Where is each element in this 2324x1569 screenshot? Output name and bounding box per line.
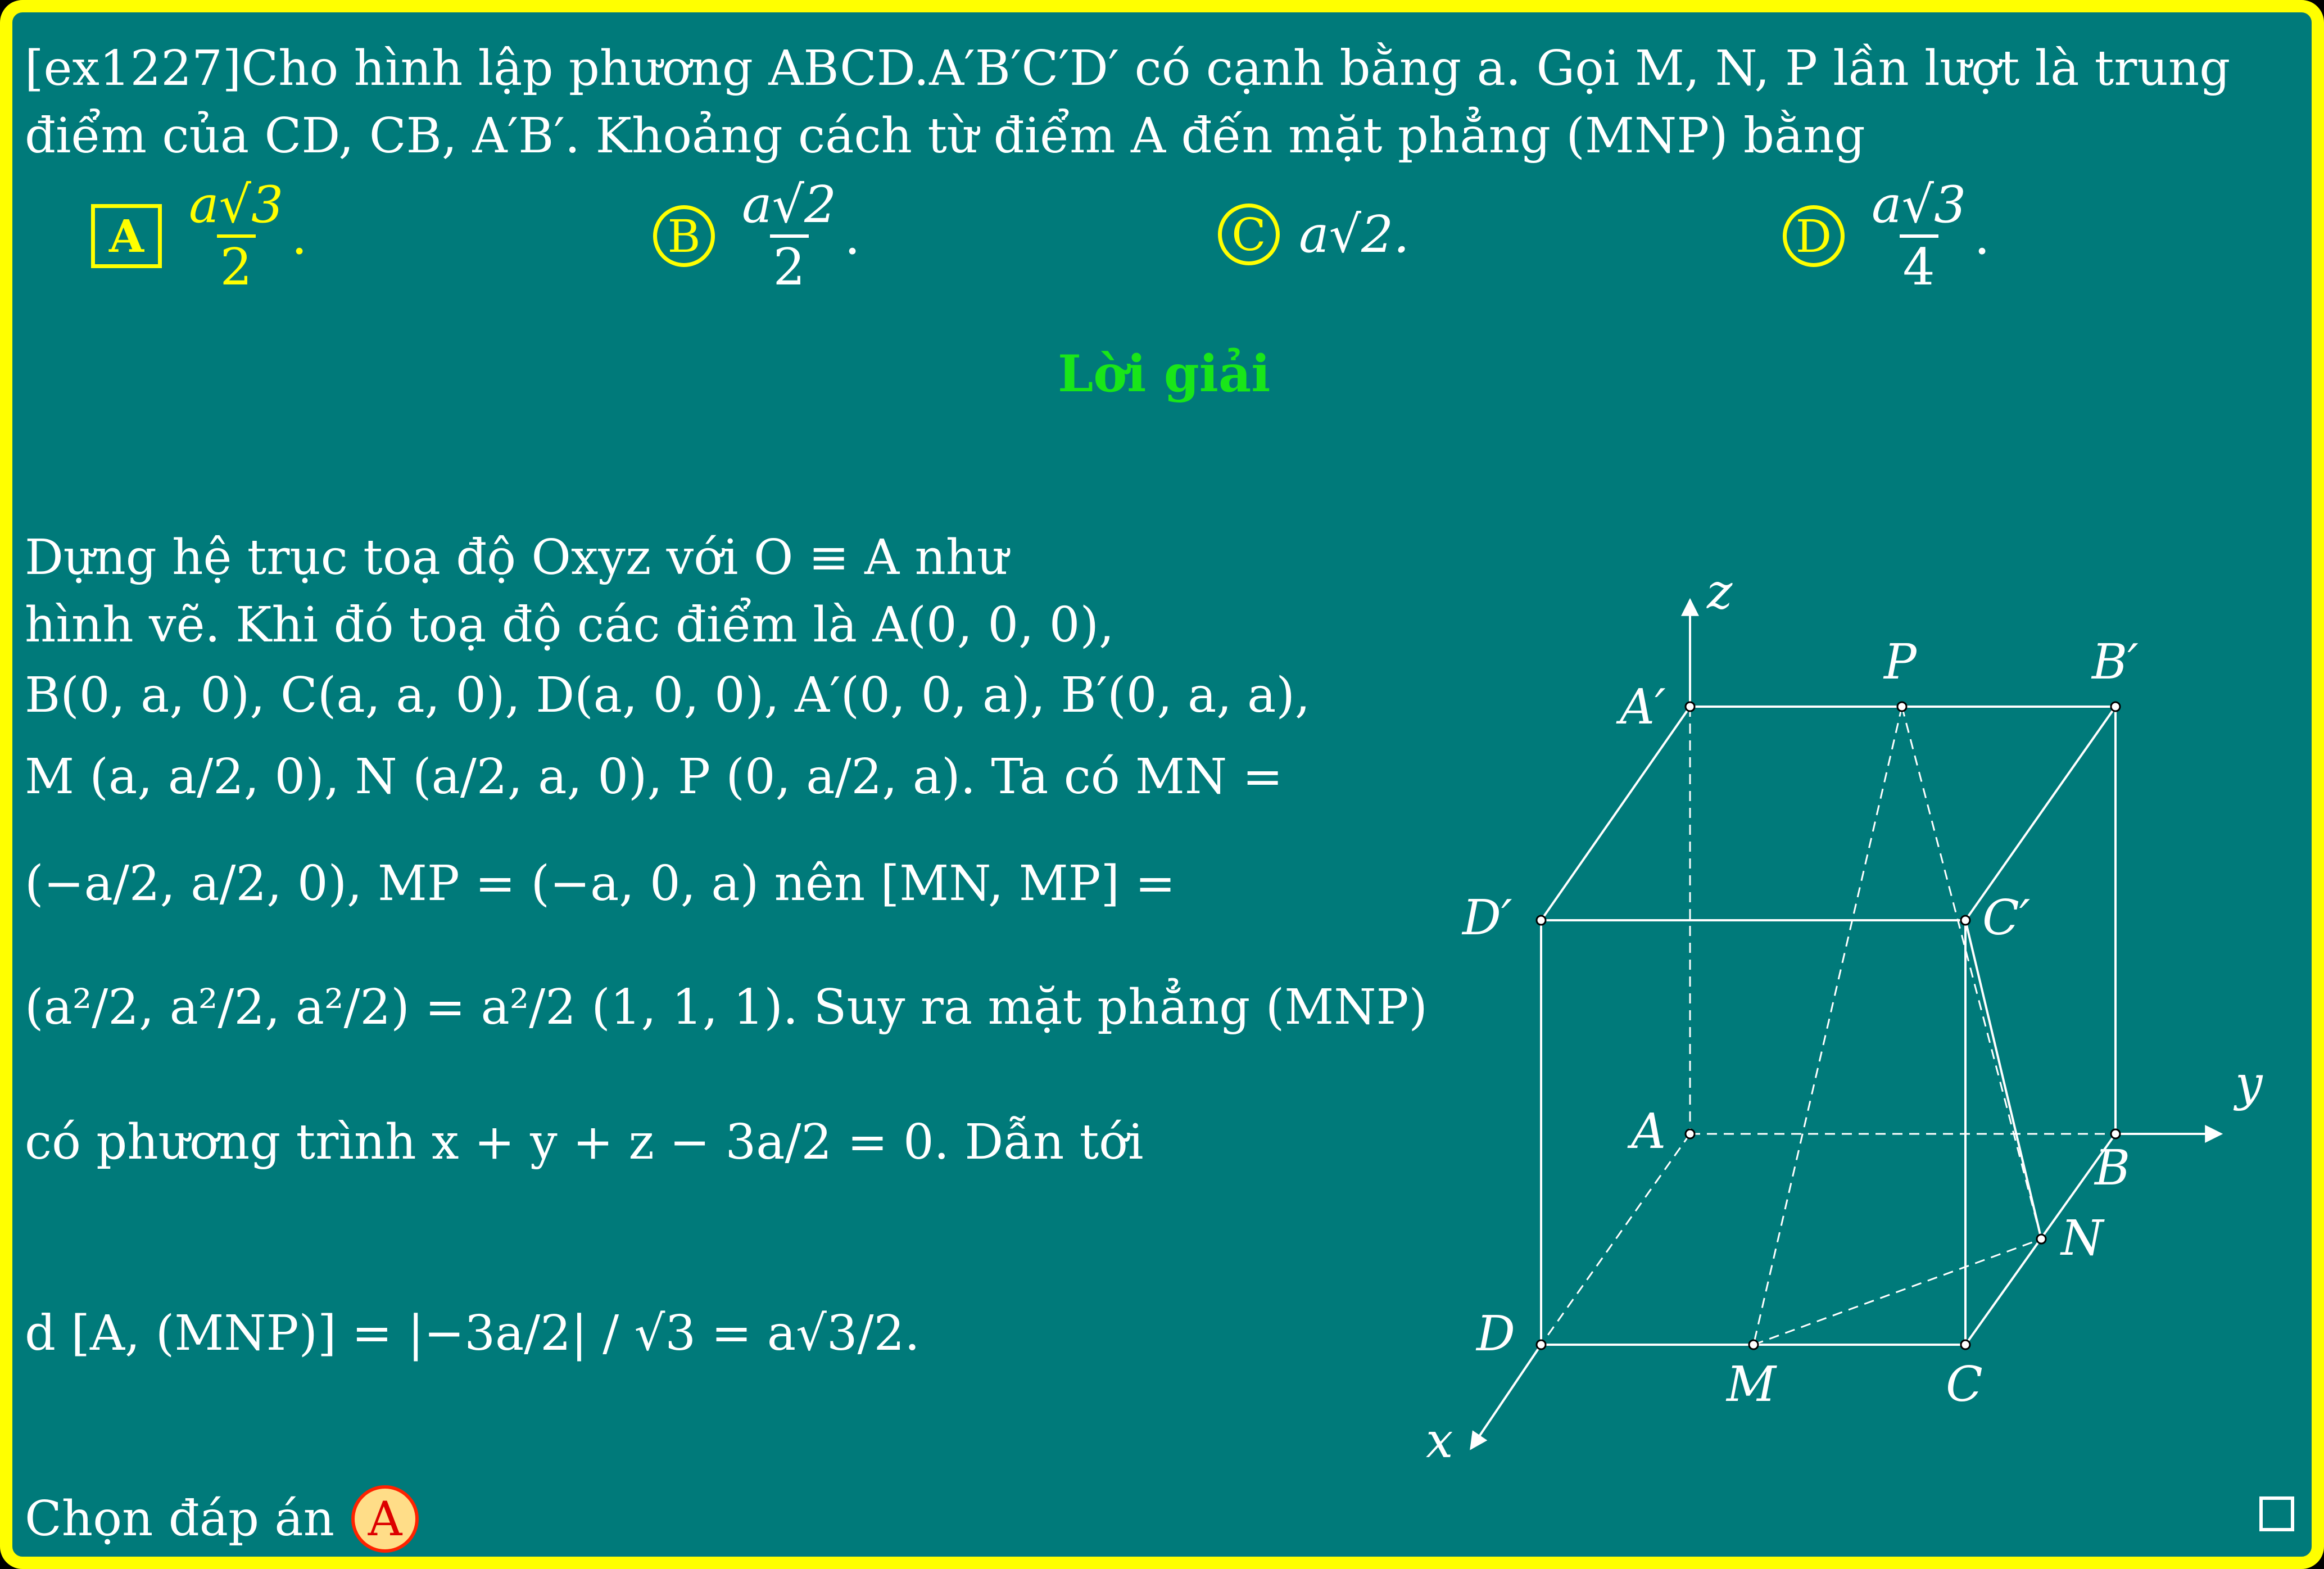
edge-b1c1	[1965, 707, 2115, 920]
label-d1: D′	[1462, 890, 1512, 946]
option-b-value: $\frac{a√2}{2}$	[742, 175, 837, 297]
cube-figure	[1372, 558, 2272, 1480]
solution-line-8: d [A, (MNP)] = |−3a/2| / √3 = a√3/2.	[25, 1305, 920, 1362]
question-line-2: điểm của CD, CB, A′B′. Khoảng cách từ điểm A đến mặt phẳng (MNP) bằng	[25, 108, 1865, 164]
option-c-label: C	[1218, 204, 1280, 265]
option-b[interactable]: B $\frac{a√2}{2}$ .	[653, 175, 860, 297]
option-a-value: $\frac{a√3}{2}$	[189, 175, 284, 297]
segment-pm	[1754, 707, 1902, 1345]
label-p: P	[1884, 634, 1917, 690]
edge-ad-hidden	[1541, 1134, 1690, 1345]
done-checkbox[interactable]	[2259, 1496, 2294, 1531]
answer-badge[interactable]: A	[351, 1485, 419, 1553]
answer-row	[25, 1485, 419, 1553]
point-a1	[1686, 702, 1695, 711]
solution-line-6: (a²/2, a²/2, a²/2) = a²/2 (1, 1, 1). Suy ra mặt phẳng (MNP)	[25, 979, 1428, 1036]
option-d-label: D	[1783, 205, 1845, 267]
label-c: C	[1946, 1357, 1983, 1413]
solution-line-1: Dựng hệ trục toạ độ Oxyz với O ≡ A như	[25, 530, 1008, 586]
label-a1: A′	[1620, 679, 1666, 735]
option-c[interactable]	[1218, 204, 1410, 265]
answer-prefix: Chọn đáp án	[25, 1491, 335, 1547]
segment-pn	[1902, 707, 2041, 1239]
solution-line-7: có phương trình x + y + z − 3a/2 = 0. Dẫn tới	[25, 1114, 1144, 1170]
point-c1	[1961, 916, 1970, 925]
solution-line-4: M (a, a/2, 0), N (a/2, a, 0), P (0, a/2, a). Ta có MN =	[25, 749, 1283, 805]
solution-line-3: B(0, a, 0), C(a, a, 0), D(a, 0, 0), A′(0, 0, a), B′(0, a, a),	[25, 667, 1311, 724]
label-z: z	[1707, 564, 1733, 620]
label-n: N	[2061, 1210, 2104, 1267]
label-y: y	[2235, 1056, 2263, 1112]
point-b1	[2111, 702, 2120, 711]
point-d1	[1537, 916, 1546, 925]
point-d	[1537, 1340, 1546, 1349]
label-d: D	[1476, 1306, 1515, 1362]
option-a-label: A	[91, 204, 162, 268]
segment-mn	[1754, 1239, 2041, 1345]
solution-line-2: hình vẽ. Khi đó toạ độ các điểm là A(0, 0, 0),	[25, 597, 1115, 653]
point-n	[2037, 1235, 2046, 1244]
segment-c1n	[1965, 920, 2041, 1239]
option-d-value: $\frac{a√3}{4}$	[1872, 175, 1967, 297]
option-c-value: a√2.	[1299, 205, 1410, 264]
point-b	[2111, 1129, 2120, 1138]
label-x: x	[1426, 1413, 1453, 1469]
option-d[interactable]: D $\frac{a√3}{4}$ .	[1783, 175, 1990, 297]
edge-a1d1	[1541, 707, 1690, 920]
question-line-1: [ex1227]Cho hình lập phương ABCD.A′B′C′D′ có cạnh bằng a. Gọi M, N, P lần lượt là trung	[25, 40, 2231, 97]
label-c1: C′	[1982, 890, 2031, 946]
solution-line-5: (−a/2, a/2, 0), MP = (−a, 0, a) nên [MN, MP] =	[25, 856, 1176, 912]
label-b: B	[2095, 1140, 2131, 1196]
label-b1: B′	[2092, 634, 2139, 690]
point-p	[1897, 702, 1906, 711]
option-b-label: B	[653, 205, 715, 267]
solution-title: Lời giải	[1058, 344, 1271, 404]
option-a[interactable]: A $\frac{a√3}{2}$ .	[91, 175, 307, 297]
point-c	[1961, 1340, 1970, 1349]
label-m: M	[1727, 1357, 1777, 1413]
point-m	[1749, 1340, 1758, 1349]
point-a	[1686, 1129, 1695, 1138]
label-a: A	[1631, 1104, 1666, 1160]
